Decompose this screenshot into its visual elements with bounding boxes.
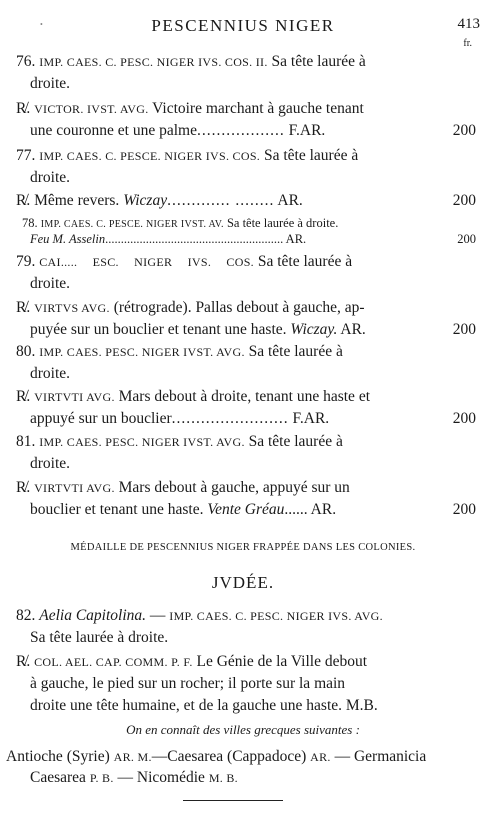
price: 200 — [452, 410, 476, 427]
entry-76-line1: 76. IMP. CAES. C. PESC. NIGER IVS. COS. II. Sa tête laurée à — [16, 53, 366, 70]
closing-rule — [183, 800, 283, 801]
reverse-82-line3: droite une tête humaine, et de la gauche une haste. M.B. — [30, 697, 378, 714]
reverse-79-line2: puyée sur un bouclier et tenant une haste. Wiczay. AR. — [30, 321, 366, 338]
price: 200 — [457, 232, 476, 246]
header-title: PESCENNIUS NIGER — [151, 16, 335, 35]
price: 200 — [452, 501, 476, 518]
reverse-79-line1: R̸. VIRTVS AVG. (rétrograde). Pallas debout à gauche, ap- — [16, 299, 365, 316]
greek-cities-note: On en connaît des villes grecques suivantes : — [126, 722, 360, 737]
reverse-77: R̸. Même revers. Wiczay............. ........ AR. — [16, 192, 303, 209]
entry-79-line1: 79. CAI..... ESC. NIGER IVS. COS. Sa tête laurée à — [16, 253, 353, 270]
reverse-81-line2: bouclier et tenant une haste. Vente Gréau...... AR. — [30, 501, 337, 518]
entry-80-line2: droite. — [30, 365, 71, 382]
reverse-82-line1: R̸. COL. AEL. CAP. COMM. P. F. Le Génie de la Ville debout — [16, 653, 368, 670]
entry-81-line2: droite. — [30, 455, 71, 472]
reverse-82-line2: à gauche, le pied sur un rocher; il porte sur la main — [30, 675, 346, 692]
entry-79-line2: droite. — [30, 275, 71, 292]
entry-76-line2: droite. — [30, 75, 71, 92]
entry-77-line1: 77. IMP. CAES. C. PESCE. NIGER IVS. COS. Sa tête laurée à — [16, 147, 359, 164]
reverse-76-line2: une couronne et une palme.................. F.AR. — [30, 122, 326, 139]
entry-77-line2: droite. — [30, 169, 71, 186]
entry-80-line1: 80. IMP. CAES. PESC. NIGER IVST. AVG. Sa tête laurée à — [16, 343, 343, 360]
cities-line2: Caesarea P. B. — Nicomédie M. B. — [30, 769, 238, 786]
reverse-81-line1: R̸. VIRTVTI AVG. Mars debout à gauche, appuyé sur un — [16, 479, 350, 496]
colonies-heading: MÉDAILLE DE PESCENNIUS NIGER FRAPPÉE DANS LES COLONIES. — [70, 542, 416, 553]
page-number: 413 — [457, 16, 480, 32]
entry-82-line1: 82. Aelia Capitolina. — IMP. CAES. C. PESC. NIGER IVS. AVG. — [16, 607, 383, 624]
reverse-76-line1: R̸. VICTOR. IVST. AVG. Victoire marchant à gauche tenant — [16, 100, 364, 117]
cities-line1: Antioche (Syrie) AR. M.—Caesarea (Cappadoce) AR. — Germanicia — [6, 748, 427, 765]
price: 200 — [452, 122, 476, 139]
entry-78-line1: 78. IMP. CAES. C. PESCE. NIGER IVST. AV. Sa tête laurée à droite. — [22, 216, 339, 230]
section-title: JVDÉE. — [211, 573, 275, 592]
reverse-80-line2: appuyé sur un bouclier........................ F.AR. — [30, 410, 330, 427]
entry-82-line2: Sa tête laurée à droite. — [30, 629, 169, 646]
reverse-80-line1: R̸. VIRTVTI AVG. Mars debout à droite, tenant une haste et — [16, 388, 371, 405]
price: 200 — [452, 321, 476, 338]
header-suffix: fr. — [463, 38, 472, 49]
entry-78-line2: Feu M. Asselin......................................................... AR. — [30, 232, 307, 246]
price: 200 — [452, 192, 476, 209]
running-header: • PESCENNIUS NIGER 413 fr. — [0, 14, 486, 38]
entry-81-line1: 81. IMP. CAES. PESC. NIGER IVST. AVG. Sa tête laurée à — [16, 433, 343, 450]
